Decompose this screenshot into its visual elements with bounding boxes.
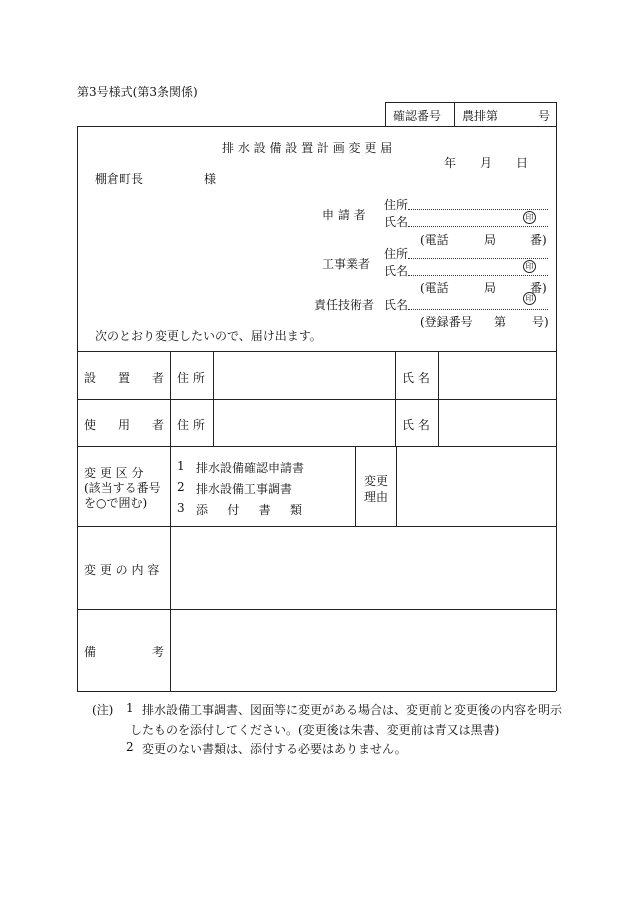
notes-prefix: (注): [92, 703, 114, 717]
applicant-address-line: [408, 209, 548, 210]
change-type-note-1: (該当する番号: [84, 481, 161, 495]
number-prefix: 農排第: [462, 109, 499, 123]
date-month: 月: [480, 156, 493, 170]
engineer-reg-dai: 第: [494, 315, 507, 329]
contractor-address-label: 住所: [384, 247, 409, 261]
note-2-num: 2: [126, 740, 134, 754]
form-title: 排 水 設 備 設 置 計 画 変 更 届: [222, 141, 393, 155]
number-suffix: 号: [538, 109, 551, 123]
option-2-num: 2: [177, 480, 185, 494]
engineer-reg-open: (登録番号: [420, 315, 473, 329]
date-year: 年: [444, 156, 457, 170]
applicant-seal-icon: 印: [523, 211, 536, 224]
applicant-role: 申 請 者: [322, 208, 366, 222]
engineer-seal-icon: 印: [523, 292, 536, 305]
user-address-label: 住 所: [177, 418, 205, 432]
installer-address-label: 住 所: [177, 371, 205, 385]
installer-name-label: 氏 名: [402, 371, 430, 385]
option-3-num: 3: [177, 501, 185, 515]
intro-text: 次のとおり変更したいので、届け出ます。: [95, 329, 322, 343]
applicant-phone-ban: 番): [530, 233, 547, 247]
contractor-address-line: [408, 258, 548, 259]
option-1-text: 排水設備確認申請書: [196, 461, 305, 475]
installer-label: 設 置 者: [84, 371, 164, 385]
option-1-num: 1: [177, 459, 185, 473]
note-1-line-1: 排水設備工事調書、図面等に変更がある場合は、変更前と変更後の内容を明示: [142, 703, 563, 717]
engineer-name-label: 氏名: [384, 298, 409, 312]
change-reason-label-1: 変更: [364, 474, 389, 488]
contractor-phone-kyoku: 局: [484, 281, 497, 295]
confirm-number-label: 確認番号: [393, 109, 442, 123]
note-1-line-2: したものを添付してください。(変更後は朱書、変更前は青又は黒書): [130, 723, 500, 737]
applicant-name-line: [408, 226, 548, 227]
contractor-name-label: 氏名: [384, 264, 409, 278]
engineer-name-line: [408, 309, 548, 310]
form-label: 第3号様式(第3条関係): [77, 85, 198, 99]
contractor-role: 工事業者: [322, 257, 371, 271]
note-2-line-1: 変更のない書類は、添付する必要はありません。: [142, 742, 407, 756]
applicant-phone-kyoku: 局: [484, 233, 497, 247]
change-type-note-2: を○で囲む): [84, 496, 148, 510]
engineer-role: 責任技術者: [314, 298, 375, 312]
addressee-honorific: 様: [204, 172, 217, 186]
engineer-reg-go: 号): [532, 315, 549, 329]
addressee-name: 棚倉町長: [95, 172, 144, 186]
date-day: 日: [516, 156, 529, 170]
user-label: 使 用 者: [84, 418, 164, 432]
applicant-name-label: 氏名: [384, 215, 409, 229]
applicant-address-label: 住所: [384, 198, 409, 212]
applicant-phone-open: (電話: [420, 233, 449, 247]
contractor-phone-ban: 番): [530, 281, 547, 295]
change-reason-label-2: 理由: [364, 490, 389, 504]
contractor-seal-icon: 印: [523, 260, 536, 273]
option-3-text: 添 付 書 類: [196, 503, 302, 517]
contractor-name-line: [408, 275, 548, 276]
change-type-label: 変 更 区 分: [84, 466, 144, 480]
user-name-label: 氏 名: [402, 418, 430, 432]
contractor-phone-open: (電話: [420, 281, 449, 295]
change-content-label: 変 更 の 内 容: [84, 563, 160, 577]
option-2-text: 排水設備工事調書: [196, 482, 293, 496]
remarks-label: 備 考: [84, 645, 164, 659]
note-1-num: 1: [126, 701, 134, 715]
